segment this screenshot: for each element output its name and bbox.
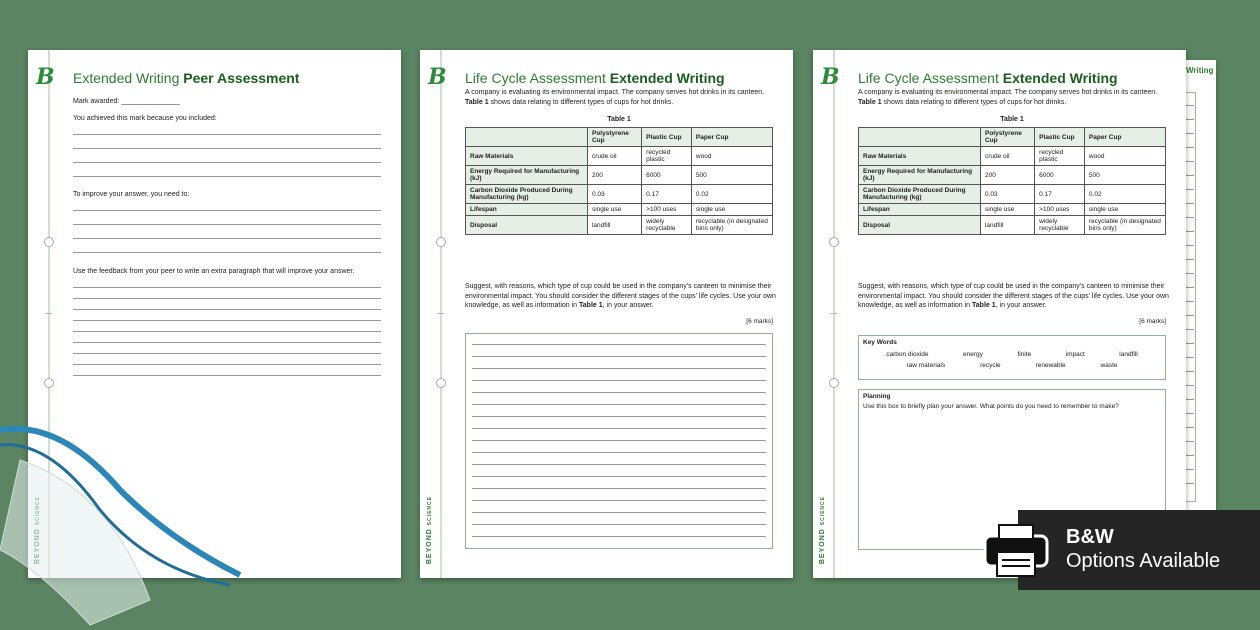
table-header bbox=[859, 128, 981, 147]
key-word: renewable bbox=[1035, 362, 1066, 369]
badge-line1: B&W bbox=[1066, 526, 1114, 548]
brand-wordmark: BEYOND SCIENCE bbox=[819, 495, 826, 564]
achieved-label: You achieved this mark because you included: bbox=[73, 115, 217, 122]
table-cell: 500 bbox=[1084, 166, 1165, 185]
key-words-box bbox=[858, 335, 1166, 380]
punch-hole bbox=[829, 237, 839, 247]
table-row bbox=[859, 147, 1166, 166]
badge-line2: Options Available bbox=[1066, 550, 1221, 572]
key-word: waste bbox=[1100, 362, 1118, 369]
table-header: Paper Cup bbox=[691, 128, 772, 147]
writing-line bbox=[472, 476, 766, 477]
printer-icon bbox=[983, 522, 1049, 578]
table-row bbox=[466, 147, 773, 166]
table-caption: Table 1 bbox=[607, 116, 631, 123]
table-cell: >100 uses bbox=[1035, 204, 1085, 216]
table-cell: recyclable (in designated bins only) bbox=[691, 216, 772, 235]
writing-line bbox=[472, 356, 766, 357]
brand-logo: B bbox=[821, 64, 840, 90]
table-cell: wood bbox=[1084, 147, 1165, 166]
punch-hole bbox=[436, 378, 446, 388]
brand-logo: B bbox=[428, 64, 447, 90]
table-cell: 0.17 bbox=[1035, 185, 1085, 204]
key-word: impact bbox=[1065, 351, 1085, 358]
table-cell: recyclable (in designated bins only) bbox=[1084, 216, 1165, 235]
table-cell: crude oil bbox=[980, 147, 1034, 166]
table-cell: Carbon Dioxide Produced During Manufacturing (kg) bbox=[859, 185, 981, 204]
cup-data-table bbox=[858, 127, 1166, 235]
table-cell: recycled plastic bbox=[1035, 147, 1085, 166]
table-cell: landfill bbox=[980, 216, 1034, 235]
table-cell: crude oil bbox=[587, 147, 641, 166]
bw-options-badge bbox=[1018, 510, 1260, 590]
punch-hole bbox=[829, 378, 839, 388]
brand-logo: B bbox=[36, 64, 55, 90]
table-header-row bbox=[466, 128, 773, 147]
writing-line bbox=[472, 428, 766, 429]
table-header: Plastic Cup bbox=[642, 128, 692, 147]
writing-line bbox=[472, 404, 766, 405]
writing-line bbox=[472, 536, 766, 537]
mark-awarded: Mark awarded: _______________ bbox=[73, 98, 180, 105]
fold-mark bbox=[437, 313, 444, 314]
table-header bbox=[466, 128, 588, 147]
table-row bbox=[859, 216, 1166, 235]
page-margin bbox=[420, 50, 447, 578]
table-header-row bbox=[859, 128, 1166, 147]
table-cell: 6000 bbox=[642, 166, 692, 185]
writing-line bbox=[73, 342, 381, 343]
intro-text: A company is evaluating its environmental impact. The company serves hot drinks in its canteen. Table 1 shows data relating to different types of cups for hot drinks. bbox=[465, 89, 765, 106]
table-cell: single use bbox=[587, 204, 641, 216]
table-cell: 200 bbox=[587, 166, 641, 185]
table-cell: Energy Required for Manufacturing (kJ) bbox=[859, 166, 981, 185]
writing-line bbox=[472, 368, 766, 369]
writing-line bbox=[472, 500, 766, 501]
writing-line bbox=[73, 331, 381, 332]
writing-line bbox=[73, 353, 381, 354]
writing-line bbox=[73, 176, 381, 177]
page-title: Life Cycle Assessment Extended Writing bbox=[858, 70, 1118, 86]
table-cell: recycled plastic bbox=[642, 147, 692, 166]
writing-line bbox=[73, 320, 381, 321]
table-cell: Raw Materials bbox=[466, 147, 588, 166]
writing-line bbox=[73, 309, 381, 310]
table-cell: 6000 bbox=[1035, 166, 1085, 185]
table-cell: widely recyclable bbox=[642, 216, 692, 235]
writing-line bbox=[472, 512, 766, 513]
table-cell: Disposal bbox=[466, 216, 588, 235]
fold-mark bbox=[830, 313, 837, 314]
punch-hole bbox=[44, 237, 54, 247]
key-words-label: Key Words bbox=[863, 339, 897, 346]
key-word: finite bbox=[1017, 351, 1032, 358]
punch-hole bbox=[436, 237, 446, 247]
writing-line bbox=[73, 252, 381, 253]
lca-page bbox=[420, 50, 793, 578]
safety-glasses-image bbox=[0, 400, 270, 630]
table-cell: landfill bbox=[587, 216, 641, 235]
title-light: Extended Writing bbox=[73, 70, 180, 86]
writing-line bbox=[73, 298, 381, 299]
key-word: recycle bbox=[980, 362, 1001, 369]
table-cell: Disposal bbox=[859, 216, 981, 235]
writing-line bbox=[472, 524, 766, 525]
planning-text: Use this box to briefly plan your answer. What points do you need to remember to make? bbox=[863, 403, 1119, 410]
marks-label: [6 marks] bbox=[1139, 318, 1166, 325]
question-text: Suggest, with reasons, which type of cup could be used in the company's canteen to minimise their environmental impact. You should consider the different stages of the cups' life cycles. Use your own knowledge, as well as information in Table 1, in your answer. bbox=[465, 283, 776, 309]
table-row bbox=[859, 204, 1166, 216]
table-row bbox=[466, 166, 773, 185]
improve-label: To improve your answer, you need to: bbox=[73, 191, 190, 198]
table-cell: Raw Materials bbox=[859, 147, 981, 166]
table-cell: Lifespan bbox=[859, 204, 981, 216]
table-cell: wood bbox=[691, 147, 772, 166]
writing-line bbox=[472, 440, 766, 441]
table-cell: 0.02 bbox=[1084, 185, 1165, 204]
answer-box[interactable] bbox=[465, 333, 773, 549]
writing-line bbox=[73, 134, 381, 135]
table-cell: 0.03 bbox=[980, 185, 1034, 204]
writing-line bbox=[73, 238, 381, 239]
key-word: landfill bbox=[1119, 351, 1138, 358]
writing-line bbox=[73, 287, 381, 288]
table-header: Paper Cup bbox=[1084, 128, 1165, 147]
table-header: Plastic Cup bbox=[1035, 128, 1085, 147]
table-cell: 500 bbox=[691, 166, 772, 185]
writing-line bbox=[73, 375, 381, 376]
table-cell: single use bbox=[1084, 204, 1165, 216]
writing-line bbox=[472, 464, 766, 465]
fold-mark bbox=[45, 313, 52, 314]
planning-label: Planning bbox=[863, 393, 891, 400]
table-header: Polystyrene Cup bbox=[587, 128, 641, 147]
table-cell: single use bbox=[980, 204, 1034, 216]
title-bold: Peer Assessment bbox=[183, 70, 300, 86]
table-cell: widely recyclable bbox=[1035, 216, 1085, 235]
table-row bbox=[466, 185, 773, 204]
table-cell: Carbon Dioxide Produced During Manufacturing (kg) bbox=[466, 185, 588, 204]
table-row bbox=[859, 166, 1166, 185]
writing-line bbox=[73, 210, 381, 211]
lca-page-keywords bbox=[813, 50, 1186, 578]
writing-line bbox=[472, 416, 766, 417]
key-word: raw materials bbox=[906, 362, 946, 369]
cup-data-table bbox=[465, 127, 773, 235]
page-title bbox=[73, 70, 299, 86]
table-cell: 200 bbox=[980, 166, 1034, 185]
table-header: Polystyrene Cup bbox=[980, 128, 1034, 147]
key-word: energy bbox=[963, 351, 983, 358]
table-row bbox=[466, 216, 773, 235]
marks-label: [6 marks] bbox=[746, 318, 773, 325]
table-cell: 0.02 bbox=[691, 185, 772, 204]
table-cell: >100 uses bbox=[642, 204, 692, 216]
punch-hole bbox=[44, 378, 54, 388]
writing-line bbox=[472, 392, 766, 393]
table-cell: Lifespan bbox=[466, 204, 588, 216]
question-text: Suggest, with reasons, which type of cup could be used in the company's canteen to minimise their environmental impact. You should consider the different stages of the cups' life cycles. Use your own knowledge, as well as information in Table 1, in your answer. bbox=[858, 283, 1169, 309]
writing-line bbox=[73, 162, 381, 163]
page-title: Life Cycle Assessment Extended Writing bbox=[465, 70, 725, 86]
key-word: carbon dioxide bbox=[886, 351, 929, 358]
table-row bbox=[466, 204, 773, 216]
feedback-label: Use the feedback from your peer to write an extra paragraph that will improve your answer. bbox=[73, 268, 355, 275]
table-cell: 0.03 bbox=[587, 185, 641, 204]
table-row bbox=[859, 185, 1166, 204]
writing-line bbox=[472, 344, 766, 345]
intro-text: A company is evaluating its environmental impact. The company serves hot drinks in its canteen. Table 1 shows data relating to different types of cups for hot drinks. bbox=[858, 89, 1158, 106]
writing-line bbox=[472, 452, 766, 453]
brand-wordmark: BEYOND SCIENCE bbox=[426, 495, 433, 564]
table-cell: 0.17 bbox=[642, 185, 692, 204]
writing-line bbox=[73, 148, 381, 149]
writing-line bbox=[73, 224, 381, 225]
writing-line bbox=[472, 380, 766, 381]
writing-line bbox=[472, 488, 766, 489]
writing-line bbox=[73, 364, 381, 365]
table-cell: single use bbox=[691, 204, 772, 216]
table-caption: Table 1 bbox=[1000, 116, 1024, 123]
page-margin bbox=[813, 50, 840, 578]
back-page-title: Writing bbox=[1186, 66, 1214, 75]
table-cell: Energy Required for Manufacturing (kJ) bbox=[466, 166, 588, 185]
